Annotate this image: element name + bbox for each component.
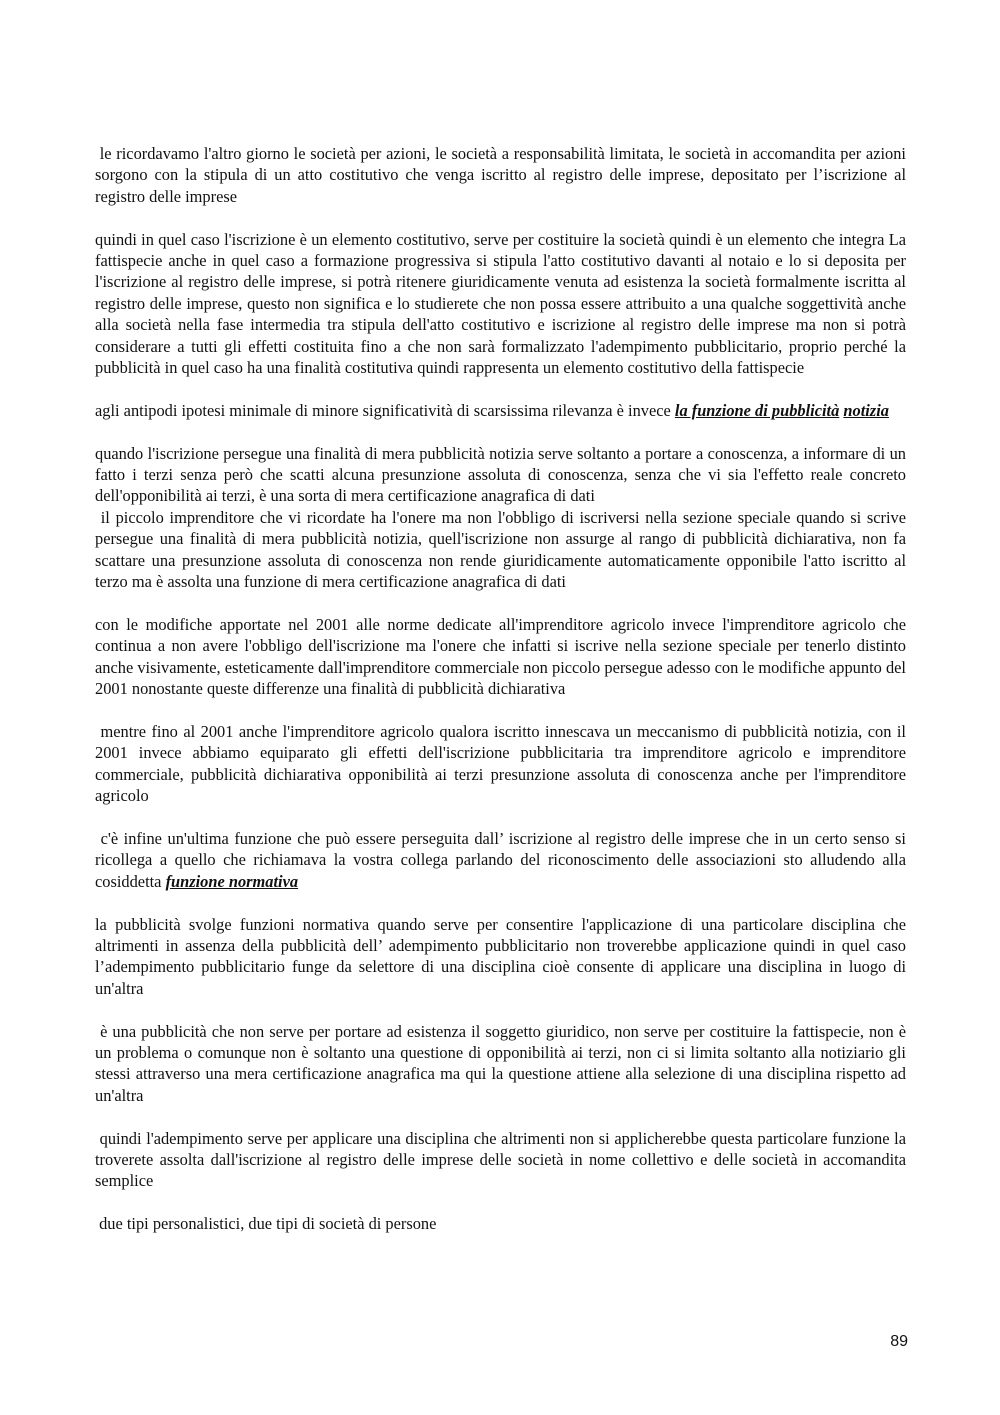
paragraph: è una pubblicità che non serve per portare ad esistenza il soggetto giuridico, non serve per costituire la fattispecie, non è un problema o comunque non è soltanto una questione di opponibilità ai terzi, non ci si limita soltanto alla notiziario gli stessi attraverso una mera certificazione anagrafica ma qui la questione attiene alla selezione di una disciplina rispetto ad un'altra: [95, 1021, 911, 1105]
paragraph: la pubblicità svolge funzioni normativa quando serve per consentire l'applicazione di una particolare disciplina che altrimenti in assenza della pubblicità dell’ adempimento pubblicitario non troverebbe applicazione quindi in quel caso l’adempimento pubblicitario funge da selettore di una disciplina cioè consente di applicare una disciplina in luogo di un'altra: [95, 914, 911, 998]
paragraph-text: agli antipodi ipotesi minimale di minore significatività di scarsissima rilevanza è invece: [95, 400, 675, 420]
paragraph: mentre fino al 2001 anche l'imprenditore agricolo qualora iscritto innescava un meccanismo di pubblicità notizia, con il 2001 invece abbiamo equiparato gli effetti dell'iscrizione pubblicitaria tra imprenditore agricolo e imprenditore commerciale, pubblicità dichiarativa opponibilità ai terzi presunzione assoluta di conoscenza anche per l'imprenditore agricolo: [95, 721, 911, 806]
paragraph: quindi in quel caso l'iscrizione è un elemento costitutivo, serve per costituire la società quindi è un elemento che integra La fattispecie anche in quel caso a formazione progressiva si stipula l'atto costitutivo davanti al notaio e lo si deposita per l'iscrizione al registro delle imprese, si potrà ritenere giuridicamente venuta ad esistenza la società formalmente iscritta al registro delle imprese, questo non significa e lo studierete che non possa essere attribuito a una qualche soggettività anche alla società nella fase intermedia tra stipula dell'atto costitutivo e iscrizione al registro delle imprese ma non si potrà considerare a tutti gli effetti costituita fino a che non sarà formalizzato l'adempimento pubblicitario, proprio perché la pubblicità in quel caso ha una finalità costitutiva quindi rappresenta un elemento costitutivo della fattispecie: [95, 229, 911, 378]
paragraph-funzione-normativa: [95, 828, 911, 892]
document-body: [95, 143, 911, 1256]
paragraph: due tipi personalistici, due tipi di società di persone: [95, 1214, 437, 1234]
paragraph: quindi l'adempimento serve per applicare una disciplina che altrimenti non si applicherebbe questa particolare funzione la troverete assolta dall'iscrizione al registro delle imprese delle società in nome collettivo e delle società in accomandita semplice: [95, 1128, 911, 1191]
paragraph: il piccolo imprenditore che vi ricordate ha l'onere ma non l'obbligo di iscriversi nella sezione speciale quando si scrive persegue una finalità di mera pubblicità notizia, quell'iscrizione non assurge al rango di pubblicità dichiarativa, non fa scattare una presunzione assoluta di conoscenza non rende giuridicamente automaticamente opponibile l'atto iscritto al terzo ma è assolta una funzione di mera certificazione anagrafica di dati: [95, 507, 911, 592]
paragraph: con le modifiche apportate nel 2001 alle norme dedicate all'imprenditore agricolo invece l'imprenditore agricolo che continua a non avere l'obbligo dell'iscrizione ma l'onere che infatti si iscrive nella sezione speciale per tenerlo distinto anche visivamente, esteticamente dall'imprenditore commerciale non piccolo persegue adesso con le modifiche appunto del 2001 nonostante queste differenze una finalità di pubblicità dichiarativa: [95, 614, 911, 699]
emphasis-notizia: notizia: [843, 400, 889, 420]
emphasis-funzione-pubblicita: la funzione di pubblicità: [674, 400, 840, 420]
emphasis-funzione-normativa: funzione normativa: [165, 871, 299, 891]
paragraph: quando l'iscrizione persegue una finalità di mera pubblicità notizia serve soltanto a portare a conoscenza, a informare di un fatto i terzi senza però che scatti alcuna presunzione assoluta di conoscenza, senza che vi sia l'effetto reale concreto dell'opponibilità ai terzi, è una sorta di mera certificazione anagrafica di dati: [95, 443, 911, 506]
paragraph-text: c'è infine un'ultima funzione che può essere perseguita dall’ iscrizione al registro delle imprese che in un certo senso si ricollega a quello che richiamava la vostra collega parlando del riconoscimento delle associazioni sto alludendo alla cosiddetta: [95, 828, 911, 891]
paragraph-pubblicita-notizia: [95, 400, 906, 421]
paragraph: le ricordavamo l'altro giorno le società per azioni, le società a responsabilità limitata, le società in accomandita per azioni sorgono con la stipula di un atto costitutivo che venga iscritto al registro delle imprese, depositato per l’iscrizione al registro delle imprese: [95, 144, 911, 206]
page-number: 89: [890, 1333, 908, 1350]
